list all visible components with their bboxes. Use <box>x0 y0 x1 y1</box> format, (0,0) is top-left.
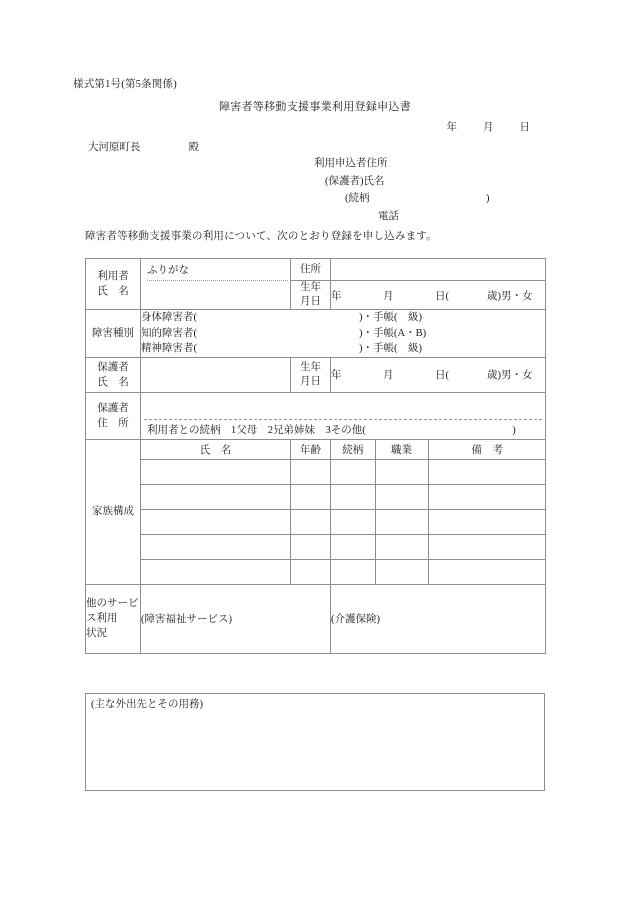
family-cell-relation[interactable] <box>331 535 375 559</box>
disability-cell[interactable] <box>141 310 546 358</box>
guardian-name-label-line1: 保護者 <box>97 361 129 373</box>
table-row-services <box>86 584 546 653</box>
family-cell-name[interactable] <box>141 559 291 584</box>
family-cell-name[interactable] <box>141 459 291 484</box>
family-cell-occupation[interactable] <box>375 510 428 534</box>
applicant-address-label: 利用申込者住所 <box>314 158 388 169</box>
guardian-dob-year: 年 <box>331 370 342 381</box>
disability-type-physical: 身体障害者( <box>141 312 197 323</box>
family-column-age: 年齢 <box>291 439 331 459</box>
guardian-dob-label-line1: 生年 <box>300 361 321 373</box>
family-cells-rest <box>331 484 546 509</box>
furigana-divider <box>147 280 288 281</box>
guardian-address-label-line2: 住 所 <box>97 417 129 429</box>
guardian-address-label-cell <box>86 392 141 439</box>
recipient-name: 大河原町長 <box>88 142 141 153</box>
family-column-name: 氏 名 <box>141 439 291 459</box>
date-month-label: 月 <box>483 122 494 133</box>
family-label: 家族構成 <box>86 439 141 584</box>
outing-purpose-box[interactable] <box>85 693 545 791</box>
disability-book-mental: )・手帳( 級) <box>359 343 422 354</box>
family-cell-remarks[interactable] <box>428 535 546 559</box>
guardian-name-label-cell <box>86 357 141 392</box>
guardian-address-label-line1: 保護者 <box>97 402 129 414</box>
family-cell-age[interactable] <box>291 509 331 534</box>
family-cells-rest <box>331 559 546 584</box>
disability-book-physical: )・手帳( 級) <box>359 312 422 323</box>
table-row <box>86 509 546 534</box>
family-cell-occupation[interactable] <box>375 485 428 509</box>
user-name-label-cell <box>86 259 141 310</box>
date-year-label: 年 <box>446 122 457 133</box>
table-row <box>86 459 546 484</box>
family-cell-name[interactable] <box>141 484 291 509</box>
guardian-dob-input-cell[interactable] <box>331 357 546 392</box>
family-cell-name[interactable] <box>141 534 291 559</box>
services-label-line1: 他のサービス利用 <box>86 598 139 624</box>
family-column-relation: 続柄 <box>331 440 375 459</box>
family-cells-rest <box>331 534 546 559</box>
family-subheader-table <box>331 440 546 459</box>
guardian-dob-month: 月 <box>383 370 394 381</box>
disability-row-mental <box>141 341 545 357</box>
family-cells-rest <box>331 459 546 484</box>
family-cell-age[interactable] <box>291 484 331 509</box>
table-row-disability <box>86 310 546 358</box>
family-cell-relation[interactable] <box>331 560 375 584</box>
guardian-name-label-line2: 氏 名 <box>97 376 129 388</box>
disability-row-physical <box>141 310 545 326</box>
family-cell-occupation[interactable] <box>375 460 428 484</box>
family-cell-relation[interactable] <box>331 485 375 509</box>
family-subrow-table <box>331 460 546 484</box>
guardian-address-cell[interactable] <box>141 392 546 439</box>
guardian-address-divider <box>144 419 542 420</box>
family-cell-relation[interactable] <box>331 510 375 534</box>
guardian-relation-close: ) <box>512 424 516 436</box>
family-cell-name[interactable] <box>141 509 291 534</box>
guardian-dob-label-line2: 月日 <box>300 375 321 387</box>
guardian-relation-line <box>147 422 516 437</box>
user-address-input-cell[interactable] <box>331 259 546 281</box>
applicant-relation-line <box>300 190 490 208</box>
family-columns-rest <box>331 439 546 459</box>
family-cell-remarks[interactable] <box>428 485 546 509</box>
user-dob-label-line2: 月日 <box>300 296 321 307</box>
family-cell-age[interactable] <box>291 459 331 484</box>
table-row <box>86 534 546 559</box>
family-cell-relation[interactable] <box>331 460 375 484</box>
applicant-block <box>300 155 490 225</box>
disability-book-intellectual: )・手帳(A・B) <box>359 327 427 339</box>
guardian-relation-text: 利用者との続柄 1父母 2兄弟姉妹 3その他( <box>147 424 366 436</box>
table-row-guardian-name <box>86 357 546 392</box>
family-cell-remarks[interactable] <box>428 560 546 584</box>
family-cell-remarks[interactable] <box>428 510 546 534</box>
guardian-dob-age-sex: 歳)男・女 <box>487 370 533 381</box>
user-dob-input-cell[interactable] <box>331 281 546 310</box>
family-cell-remarks[interactable] <box>428 460 546 484</box>
disability-type-intellectual: 知的障害者( <box>141 327 197 339</box>
applicant-phone-label: 電話 <box>378 210 399 222</box>
user-address-label: 住所 <box>291 259 331 281</box>
family-subrow-table <box>331 485 546 509</box>
disability-type-mental: 精神障害者( <box>141 343 197 354</box>
form-number: 様式第1号(第5条関係) <box>73 79 177 90</box>
family-subrow-table <box>331 560 546 584</box>
applicant-name-label: (保護者)氏名 <box>325 175 385 187</box>
care-insurance-cell[interactable] <box>331 584 546 653</box>
services-label <box>86 584 141 653</box>
care-insurance-label: (介護保険) <box>331 614 380 625</box>
user-name-input-cell[interactable] <box>141 259 291 310</box>
user-dob-day: 日( <box>435 290 449 302</box>
table-row-user-address <box>86 259 546 281</box>
family-cell-age[interactable] <box>291 534 331 559</box>
welfare-service-label: (障害福祉サービス) <box>141 614 232 625</box>
registration-table <box>85 258 546 654</box>
disability-label: 障害種別 <box>86 310 141 358</box>
family-subrow-table <box>331 510 546 534</box>
family-column-occupation: 職業 <box>375 440 428 459</box>
user-name-label-line1: 利用者 <box>97 271 129 282</box>
recipient-line <box>88 139 199 154</box>
guardian-name-input-cell[interactable] <box>141 357 291 392</box>
guardian-dob-day: 日( <box>435 370 449 381</box>
family-subrow-table <box>331 535 546 559</box>
table-row <box>86 559 546 584</box>
user-dob-year: 年 <box>331 290 342 302</box>
services-label-line2: 状況 <box>86 628 107 639</box>
document-title: 障害者等移動支援事業利用登録申込書 <box>218 101 412 113</box>
date-line <box>447 119 531 134</box>
recipient-honorific: 殿 <box>188 142 199 153</box>
welfare-service-cell[interactable] <box>141 584 331 653</box>
family-column-remarks: 備 考 <box>428 440 546 459</box>
user-dob-label-line1: 生年 <box>300 282 321 293</box>
intro-sentence: 障害者等移動支援事業の利用について、次のとおり登録を申し込みます。 <box>85 231 437 242</box>
disability-row-intellectual <box>141 326 545 342</box>
table-row-family-header <box>86 439 546 459</box>
family-cell-age[interactable] <box>291 559 331 584</box>
family-cells-rest <box>331 509 546 534</box>
date-day-label: 日 <box>519 122 530 133</box>
outing-purpose-caption: (主な外出先とその用務) <box>91 699 203 710</box>
user-dob-age-sex: 歳)男・女 <box>487 290 533 302</box>
table-row <box>86 484 546 509</box>
user-dob-label <box>291 281 331 310</box>
family-cell-occupation[interactable] <box>375 535 428 559</box>
applicant-relation-close: ) <box>486 193 490 204</box>
furigana-label: ふりがな <box>147 265 189 276</box>
family-cell-occupation[interactable] <box>375 560 428 584</box>
guardian-dob-label <box>291 357 331 392</box>
user-dob-month: 月 <box>383 290 394 302</box>
table-row-guardian-address <box>86 392 546 439</box>
user-name-label-line2: 氏 名 <box>97 286 129 297</box>
applicant-relation-label: (続柄 <box>345 193 370 204</box>
